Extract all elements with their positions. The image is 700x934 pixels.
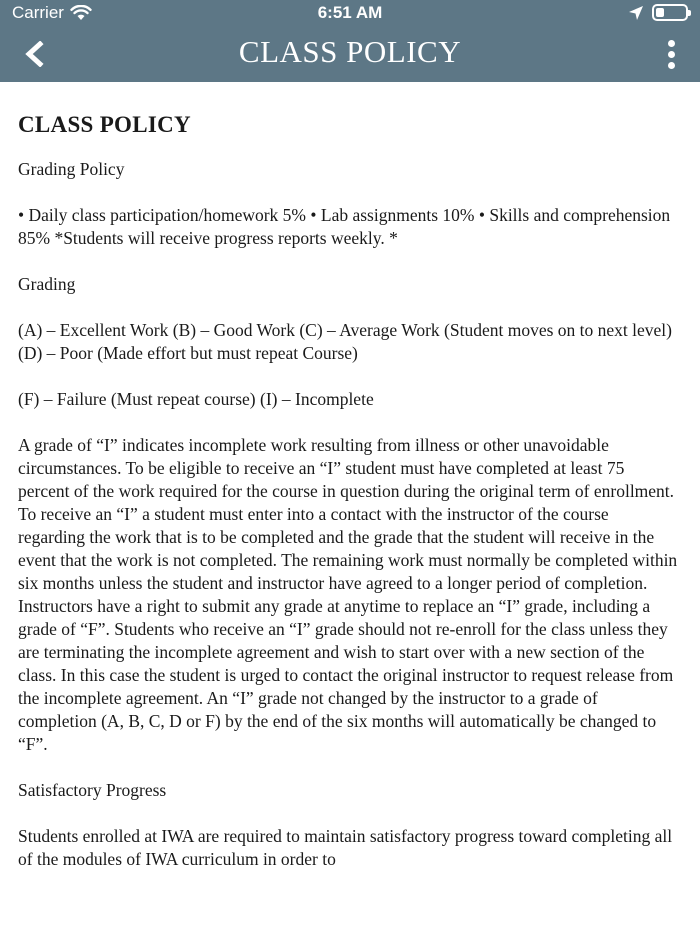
status-bar bbox=[0, 0, 700, 26]
grading-scale-text: (A) – Excellent Work (B) – Good Work (C) – Average Work (Student moves on to next level) (D) – Poor (Made effort but must repeat Course) bbox=[18, 320, 672, 363]
section-label-grading-policy: Grading Policy bbox=[18, 159, 125, 179]
grading-policy-text: • Daily class participation/homework 5% • Lab assignments 10% • Skills and comprehension 85% *Students will receive progress reports weekly. * bbox=[18, 205, 671, 248]
section-label-satisfactory-progress: Satisfactory Progress bbox=[18, 780, 167, 800]
more-options-button[interactable] bbox=[656, 34, 686, 74]
vertical-ellipsis-icon bbox=[668, 40, 675, 47]
policy-content[interactable] bbox=[0, 82, 700, 934]
ellipsis-dot bbox=[668, 51, 675, 58]
status-right-group bbox=[628, 4, 688, 21]
navigation-bar bbox=[0, 26, 700, 82]
carrier-label: Carrier bbox=[12, 3, 64, 22]
page-title: CLASS POLICY bbox=[238, 34, 462, 69]
top-bar bbox=[0, 0, 700, 82]
battery-icon bbox=[652, 4, 688, 21]
satisfactory-progress-text: Students enrolled at IWA are required to maintain satisfactory progress toward completing all of the modules of IWA curriculum in order to bbox=[18, 826, 673, 869]
status-time: 6:51 AM bbox=[317, 3, 383, 22]
content-heading: CLASS POLICY bbox=[18, 112, 191, 137]
grading-scale-text-2: (F) – Failure (Must repeat course) (I) – Incomplete bbox=[18, 389, 374, 409]
ellipsis-dot bbox=[668, 62, 675, 69]
battery-level bbox=[656, 8, 664, 17]
location-arrow-icon bbox=[628, 5, 644, 21]
section-label-grading: Grading bbox=[18, 274, 76, 294]
incomplete-grade-text: A grade of “I” indicates incomplete work resulting from illness or other unavoidable circumstances. To be eligible to receive an “I” student must have completed at least 75 percent of the work required for the course in question during the original term of enrollment. To receive an “I” a student must enter into a contact with the instructor of the course regarding the work that is to be completed and the grade that the student will receive in the event that the work is not completed. The remaining work must normally be completed within six months unless the student and instructor have agreed to a longer period of completion. Instructors have a right to submit any grade at anytime to replace an “I” grade, including a grade of “F”. Students who receive an “I” grade should not re-enroll for the class unless they are terminating the incomplete agreement and wish to start over with a new section of the class. In this case the student is urged to contact the original instructor to request release from the incomplete agreement. An “I” grade not changed by the instructor to a grade of completion (A, B, C, D or F) by the end of the six months will automatically be changed to “F”. bbox=[18, 435, 678, 754]
